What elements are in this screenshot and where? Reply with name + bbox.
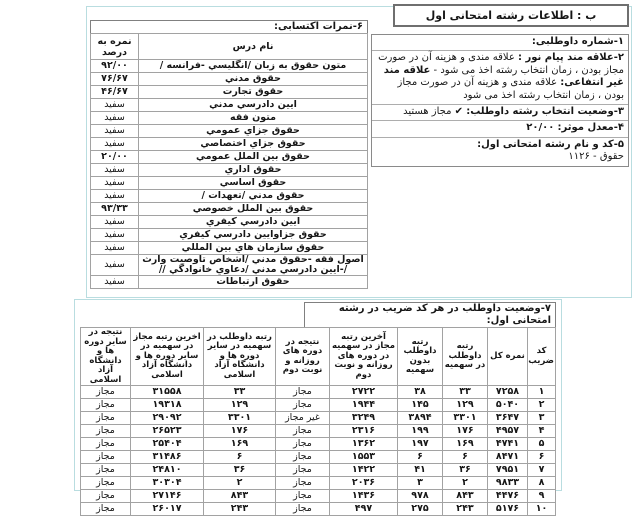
coef-row <box>81 451 556 464</box>
field-code-value: ۱۱۲۶ - حقوق <box>568 151 624 163</box>
rank-value-cell: ۳۳۰۱ <box>443 412 488 425</box>
rank-value-cell: ۱۹۹ <box>398 425 443 438</box>
scores-section <box>90 20 368 289</box>
rank-value-cell: ۳۲۴۹ <box>330 412 398 425</box>
selection-status-label: ۳-وضعیت انتخاب رشته داوطلب: <box>466 106 624 118</box>
coef-column-header: اخرین رتبه مجاز در سهمیه در سایر دوره ها و دانشگاه آزاد اسلامی <box>131 328 204 386</box>
score-value-cell: ۷۶/۶۷ <box>91 73 139 86</box>
info-item-selection-status <box>372 104 628 120</box>
rank-value-cell: ۱ <box>528 386 556 399</box>
result-cell: مجاز <box>276 438 330 451</box>
score-row <box>91 164 368 177</box>
score-row <box>91 125 368 138</box>
rank-value-cell: ۲۷۱۴۶ <box>131 490 204 503</box>
score-value-cell: سفید <box>91 276 139 289</box>
coef-column-header: رتبه داوطلب در سهمیه در سایر دوره ها و دانشگاه آزاد اسلامی <box>204 328 276 386</box>
rank-value-cell: ۳ <box>528 412 556 425</box>
rank-value-cell: ۴۹۷ <box>330 503 398 516</box>
coef-column-header: کد ضریب <box>528 328 556 386</box>
rank-value-cell: ۷ <box>528 464 556 477</box>
result-cell: مجاز <box>81 503 131 516</box>
payamnoor-interest-label: ۲-علاقه مند پیام نور : <box>518 52 624 64</box>
rank-value-cell: ۲۵۴۰۴ <box>131 438 204 451</box>
coef-column-header: رتبه داوطلب بدون سهمیه <box>398 328 443 386</box>
course-name-cell: متون فقه <box>139 112 368 125</box>
rank-value-cell: ۳۳۰۱ <box>204 412 276 425</box>
coef-column-header: رتبه داوطلب در سهمیه <box>443 328 488 386</box>
coef-column-header: نتیجه در دوره های روزانه و نوبت دوم <box>276 328 330 386</box>
score-row <box>91 86 368 99</box>
course-name-cell: حقوق جزاي اختصاصي <box>139 138 368 151</box>
result-cell: مجاز <box>81 477 131 490</box>
result-cell: مجاز <box>81 451 131 464</box>
rank-value-cell: ۶ <box>204 451 276 464</box>
selection-status-value: مجاز هستید <box>403 106 452 118</box>
rank-value-cell: ۴۴۷۶ <box>488 490 528 503</box>
score-value-cell: ۹۳/۳۳ <box>91 203 139 216</box>
coef-row <box>81 412 556 425</box>
score-value-cell: سفید <box>91 177 139 190</box>
rank-value-cell: ۲ <box>204 477 276 490</box>
coef-status-section <box>80 302 556 516</box>
coef-row <box>81 490 556 503</box>
rank-value-cell: ۳۱۴۸۶ <box>131 451 204 464</box>
rank-value-cell: ۱۹۳۱۸ <box>131 399 204 412</box>
score-row <box>91 177 368 190</box>
score-value-cell: سفید <box>91 216 139 229</box>
rank-value-cell: ۹۷۸ <box>398 490 443 503</box>
rank-value-cell: ۱۹۷ <box>398 438 443 451</box>
coef-column-header: نتیجه در سایر دوره ها و دانشگاه آزاد اسلامی <box>81 328 131 386</box>
check-icon: ✔ <box>454 106 464 118</box>
rank-value-cell: ۵ <box>528 438 556 451</box>
section-b-title-text: ب : اطلاعات رشته امتحانی اول <box>425 9 597 22</box>
result-cell: مجاز <box>276 477 330 490</box>
rank-value-cell: ۱۴۲۲ <box>330 464 398 477</box>
course-name-cell: حقوق بین الملل عمومي <box>139 151 368 164</box>
rank-value-cell: ۱۳۶۲ <box>330 438 398 451</box>
rank-value-cell: ۳۰۳۰۴ <box>131 477 204 490</box>
course-name-cell: حقوق بین الملل خصوصي <box>139 203 368 216</box>
score-value-cell: سفید <box>91 255 139 276</box>
rank-value-cell: ۳۳ <box>443 386 488 399</box>
rank-value-cell: ۹۸۳۳ <box>488 477 528 490</box>
course-name-cell: ایین دادرسي کیفري <box>139 216 368 229</box>
coef-table-caption: ۷-وضعیت داوطلب در هر کد ضریب در رشته امتحانی اول: <box>304 302 556 327</box>
payamnoor-interest-text: علاقه مندی و هزینه آن در صورت مجاز بودن ، زمان انتخاب رشته اخذ می شود - <box>378 52 624 76</box>
rank-value-cell: ۲۷۲۲ <box>330 386 398 399</box>
result-cell: مجاز <box>81 425 131 438</box>
rank-value-cell: ۲۴۸۱۰ <box>131 464 204 477</box>
rank-value-cell: ۲۳۱۶ <box>330 425 398 438</box>
course-name-cell: اصول فقه -حقوق مدني /اشخاص تاوصیت وارث /-ایین دادرسي مدني /دعاوي خانوادگي // <box>139 255 368 276</box>
coef-table <box>80 327 556 516</box>
coef-header-row <box>81 328 556 386</box>
result-cell: مجاز <box>81 490 131 503</box>
result-cell: مجاز <box>276 464 330 477</box>
rank-value-cell: ۴۱ <box>398 464 443 477</box>
gheyrentefai-interest-label: علاقه مند غیر انتفاعی: <box>383 64 624 89</box>
course-name-header: نام درس <box>139 34 368 60</box>
rank-value-cell: ۸۴۳ <box>204 490 276 503</box>
rank-value-cell: ۳۳ <box>204 386 276 399</box>
course-name-cell: حقوق جزاوایین دادرسي کیفري <box>139 229 368 242</box>
gpa-label: ۴-معدل موثر: <box>557 122 624 134</box>
result-cell: مجاز <box>276 451 330 464</box>
coef-column-header: نمره کل <box>488 328 528 386</box>
result-cell: مجاز <box>276 490 330 503</box>
rank-value-cell: ۶ <box>398 451 443 464</box>
info-item-field-code <box>372 137 628 166</box>
score-row <box>91 60 368 73</box>
course-name-cell: حقوق ارتباطات <box>139 276 368 289</box>
rank-value-cell: ۱۰ <box>528 503 556 516</box>
coef-row <box>81 503 556 516</box>
rank-value-cell: ۸ <box>528 477 556 490</box>
rank-value-cell: ۳۱۵۵۸ <box>131 386 204 399</box>
score-row <box>91 242 368 255</box>
score-row <box>91 203 368 216</box>
score-value-cell: ۲۰/۰۰ <box>91 151 139 164</box>
result-cell: مجاز <box>81 386 131 399</box>
coef-row <box>81 464 556 477</box>
coef-row <box>81 399 556 412</box>
rank-value-cell: ۶ <box>528 451 556 464</box>
course-name-cell: حقوق سازمان هاي بین المللي <box>139 242 368 255</box>
scores-table-body <box>91 60 368 289</box>
coef-row <box>81 386 556 399</box>
rank-value-cell: ۳ <box>398 477 443 490</box>
score-value-cell: ۴۶/۶۷ <box>91 86 139 99</box>
result-cell: مجاز <box>81 438 131 451</box>
info-item-interest-note <box>372 50 628 104</box>
field-code-label: ۵-کد و نام رشته امتحانی اول: <box>477 138 624 150</box>
course-name-cell: متون حقوق به زبان /انگلیسي -فرانسه / <box>139 60 368 73</box>
score-value-cell: سفید <box>91 229 139 242</box>
rank-value-cell: ۲۰۳۶ <box>330 477 398 490</box>
rank-value-cell: ۵۱۷۶ <box>488 503 528 516</box>
coef-table-body <box>81 386 556 516</box>
rank-value-cell: ۲ <box>443 477 488 490</box>
score-value-cell: سفید <box>91 125 139 138</box>
rank-value-cell: ۲ <box>528 399 556 412</box>
rank-value-cell: ۲۷۵ <box>398 503 443 516</box>
rank-value-cell: ۳۶ <box>443 464 488 477</box>
rank-value-cell: ۲۶۰۱۷ <box>131 503 204 516</box>
course-name-cell: ایین دادرسي مدني <box>139 99 368 112</box>
scores-table-caption: ۶-نمرات اکتسابی: <box>90 20 368 33</box>
rank-value-cell: ۱۶۹ <box>443 438 488 451</box>
score-value-cell: سفید <box>91 190 139 203</box>
score-row <box>91 255 368 276</box>
rank-value-cell: ۲۶۵۲۳ <box>131 425 204 438</box>
rank-value-cell: ۹ <box>528 490 556 503</box>
rank-value-cell: ۷۲۵۸ <box>488 386 528 399</box>
rank-value-cell: ۱۲۹ <box>204 399 276 412</box>
score-row <box>91 73 368 86</box>
rank-value-cell: ۵۰۴۰ <box>488 399 528 412</box>
rank-value-cell: ۷۹۵۱ <box>488 464 528 477</box>
rank-value-cell: ۳۶ <box>204 464 276 477</box>
course-name-cell: حقوق مدني <box>139 73 368 86</box>
rank-value-cell: ۱۴۵ <box>398 399 443 412</box>
rank-value-cell: ۱۷۶ <box>443 425 488 438</box>
result-cell: مجاز <box>276 399 330 412</box>
score-row <box>91 112 368 125</box>
score-value-cell: سفید <box>91 99 139 112</box>
score-row <box>91 190 368 203</box>
score-row <box>91 138 368 151</box>
course-name-cell: حقوق مدني /تعهدات / <box>139 190 368 203</box>
scores-header-row <box>91 34 368 60</box>
rank-value-cell: ۸۴۷۱ <box>488 451 528 464</box>
result-cell: غیر مجاز <box>276 412 330 425</box>
score-value-cell: ۹۲/۰۰ <box>91 60 139 73</box>
info-panel <box>371 34 629 167</box>
info-item-gpa <box>372 120 628 136</box>
result-cell: مجاز <box>81 412 131 425</box>
result-cell: مجاز <box>81 399 131 412</box>
result-cell: مجاز <box>81 464 131 477</box>
candidate-number-label: ۱-شماره داوطلبی: <box>531 36 624 47</box>
rank-value-cell: ۱۲۹ <box>443 399 488 412</box>
info-item-candidate-number <box>372 35 628 50</box>
gheyrentefai-interest-text: علاقه مندی و هزینه آن در صورت مجاز بودن ، زمان انتخاب رشته اخذ می شود <box>397 77 624 101</box>
rank-value-cell: ۴۹۵۷ <box>488 425 528 438</box>
section-b-title <box>393 4 629 27</box>
course-name-cell: حقوق اداري <box>139 164 368 177</box>
rank-value-cell: ۱۹۴۴ <box>330 399 398 412</box>
score-row <box>91 229 368 242</box>
rank-value-cell: ۲۴۳ <box>204 503 276 516</box>
result-cell: مجاز <box>276 503 330 516</box>
score-row <box>91 99 368 112</box>
score-value-cell: سفید <box>91 112 139 125</box>
score-percent-header: نمره به درصد <box>91 34 139 60</box>
rank-value-cell: ۲۴۳ <box>443 503 488 516</box>
result-cell: مجاز <box>276 425 330 438</box>
rank-value-cell: ۴ <box>528 425 556 438</box>
scores-table <box>90 33 368 289</box>
rank-value-cell: ۶ <box>443 451 488 464</box>
score-value-cell: سفید <box>91 164 139 177</box>
course-name-cell: حقوق جزاي عمومي <box>139 125 368 138</box>
coef-row <box>81 477 556 490</box>
coef-row <box>81 425 556 438</box>
gpa-value: ۲۰/۰۰ <box>526 122 555 134</box>
score-row <box>91 216 368 229</box>
score-value-cell: سفید <box>91 138 139 151</box>
coef-row <box>81 438 556 451</box>
rank-value-cell: ۱۴۳۶ <box>330 490 398 503</box>
rank-value-cell: ۱۶۹ <box>204 438 276 451</box>
rank-value-cell: ۲۹۰۹۲ <box>131 412 204 425</box>
course-name-cell: حقوق اساسي <box>139 177 368 190</box>
rank-value-cell: ۱۷۶ <box>204 425 276 438</box>
result-cell: مجاز <box>276 386 330 399</box>
score-row <box>91 151 368 164</box>
rank-value-cell: ۱۵۵۳ <box>330 451 398 464</box>
rank-value-cell: ۳۸ <box>398 386 443 399</box>
score-value-cell: سفید <box>91 242 139 255</box>
rank-value-cell: ۸۴۳ <box>443 490 488 503</box>
score-row <box>91 276 368 289</box>
rank-value-cell: ۳۸۹۴ <box>398 412 443 425</box>
rank-value-cell: ۳۶۴۷ <box>488 412 528 425</box>
rank-value-cell: ۴۷۴۱ <box>488 438 528 451</box>
course-name-cell: حقوق تجارت <box>139 86 368 99</box>
coef-column-header: آخرین رتبه مجاز در سهمیه در دوره های روزانه و نوبت دوم <box>330 328 398 386</box>
